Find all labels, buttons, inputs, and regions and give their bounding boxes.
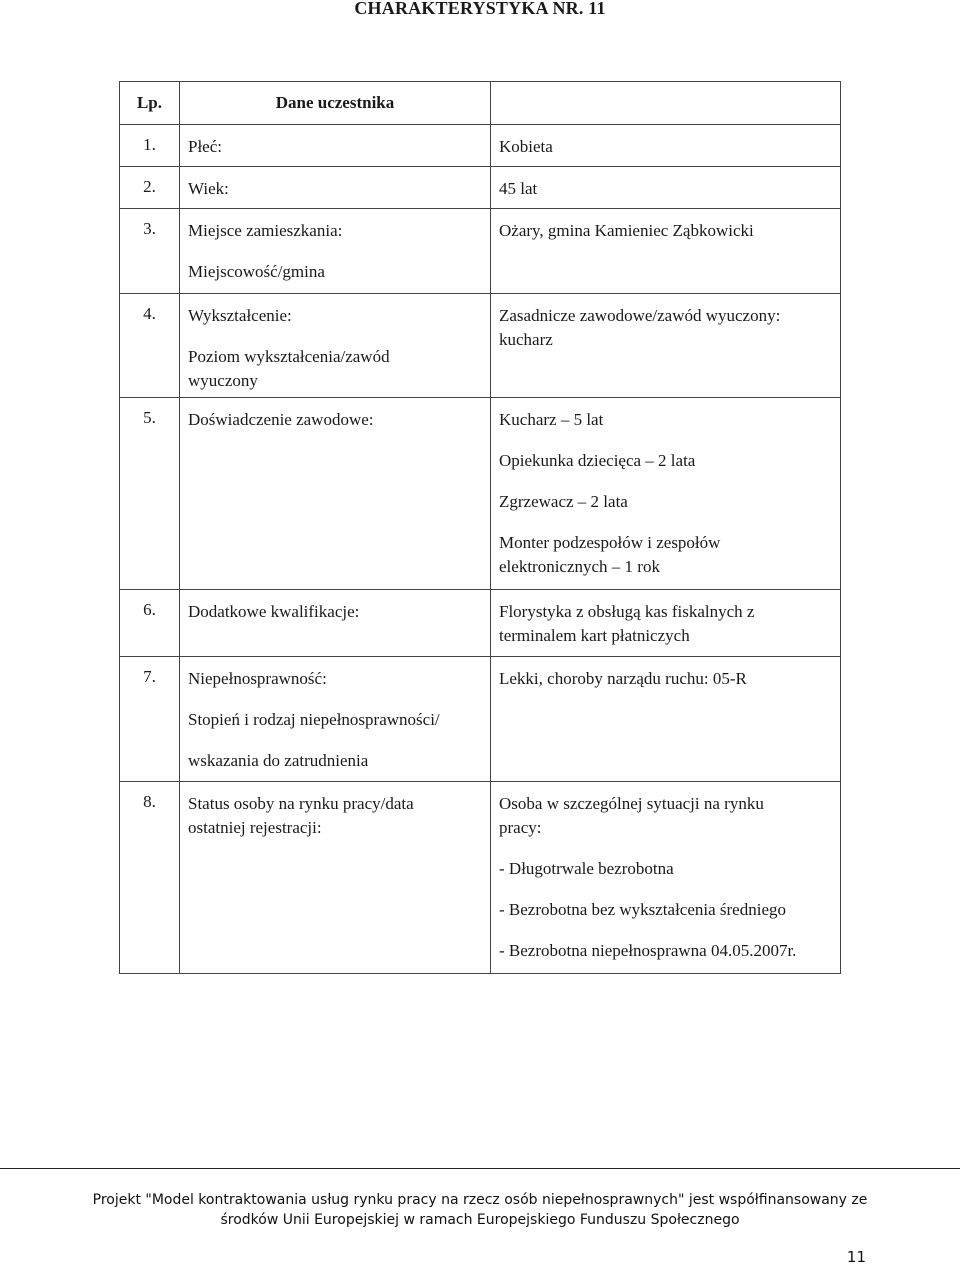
table-row (120, 167, 841, 209)
row-label (180, 782, 491, 974)
row-label (180, 125, 491, 167)
row-number: 7. (120, 657, 180, 782)
value-line: - Bezrobotna bez wykształcenia średniego (499, 900, 786, 919)
row-value (491, 125, 841, 167)
row-number: 4. (120, 294, 180, 398)
label-line: ostatniej rejestracji: (188, 818, 322, 837)
header-lp: Lp. (120, 82, 180, 125)
label-line: Miejscowość/gmina (188, 262, 325, 281)
row-value (491, 209, 841, 294)
row-number: 8. (120, 782, 180, 974)
value-line: Kobieta (499, 137, 553, 156)
value-line: terminalem kart płatniczych (499, 626, 690, 645)
row-label (180, 209, 491, 294)
table-row (120, 657, 841, 782)
row-number: 1. (120, 125, 180, 167)
label-line: Wykształcenie: (188, 306, 292, 325)
value-line: pracy: (499, 818, 542, 837)
value-line: Osoba w szczególnej sytuacji na rynku (499, 794, 764, 813)
header-empty (491, 82, 841, 125)
table-row (120, 590, 841, 657)
header-dane: Dane uczestnika (180, 82, 491, 125)
label-line: wyuczony (188, 371, 258, 390)
footer-line: Projekt "Model kontraktowania usług rynku pracy na rzecz osób niepełnosprawnych" jest współfinansowany ze (92, 1192, 868, 1208)
value-line: - Bezrobotna niepełnosprawna 04.05.2007r. (499, 941, 797, 960)
table-row (120, 782, 841, 974)
table-header-row (120, 82, 841, 125)
row-label (180, 294, 491, 398)
row-number: 2. (120, 167, 180, 209)
label-line: Dodatkowe kwalifikacje: (188, 602, 360, 621)
row-value (491, 167, 841, 209)
row-value (491, 782, 841, 974)
table-row (120, 125, 841, 167)
row-value (491, 657, 841, 782)
value-line: Zasadnicze zawodowe/zawód wyuczony: (499, 306, 781, 325)
value-line: Monter podzespołów i zespołów (499, 533, 721, 552)
footer (0, 1190, 960, 1230)
table-row (120, 398, 841, 590)
row-value (491, 398, 841, 590)
value-line: elektronicznych – 1 rok (499, 557, 660, 576)
value-line: Florystyka z obsługą kas fiskalnych z (499, 602, 755, 621)
label-line: Poziom wykształcenia/zawód (188, 347, 390, 366)
row-number: 3. (120, 209, 180, 294)
table-row (120, 294, 841, 398)
label-line: Doświadczenie zawodowe: (188, 410, 374, 429)
participant-table (119, 81, 841, 974)
row-label (180, 590, 491, 657)
label-line: Miejsce zamieszkania: (188, 221, 343, 240)
row-value (491, 294, 841, 398)
value-line: kucharz (499, 330, 553, 349)
value-line: - Długotrwale bezrobotna (499, 859, 674, 878)
label-line: Stopień i rodzaj niepełnosprawności/ (188, 710, 440, 729)
value-line: Lekki, choroby narządu ruchu: 05-R (499, 669, 747, 688)
row-value (491, 590, 841, 657)
row-label (180, 167, 491, 209)
row-number: 6. (120, 590, 180, 657)
value-line: 45 lat (499, 179, 538, 198)
row-label (180, 657, 491, 782)
value-line: Ożary, gmina Kamieniec Ząbkowicki (499, 221, 754, 240)
footer-line: środków Unii Europejskiej w ramach Europejskiego Funduszu Społecznego (220, 1212, 740, 1228)
document-title: CHARAKTERYSTYKA NR. 11 (354, 0, 606, 18)
row-label (180, 398, 491, 590)
value-line: Opiekunka dziecięca – 2 lata (499, 451, 696, 470)
label-line: Wiek: (188, 179, 229, 198)
page-number: 11 (846, 1248, 866, 1266)
label-line: wskazania do zatrudnienia (188, 751, 369, 770)
label-line: Status osoby na rynku pracy/data (188, 794, 414, 813)
row-number: 5. (120, 398, 180, 590)
label-line: Płeć: (188, 137, 222, 156)
footer-divider (0, 1168, 960, 1169)
label-line: Niepełnosprawność: (188, 669, 327, 688)
table-row (120, 209, 841, 294)
value-line: Zgrzewacz – 2 lata (499, 492, 628, 511)
value-line: Kucharz – 5 lat (499, 410, 604, 429)
